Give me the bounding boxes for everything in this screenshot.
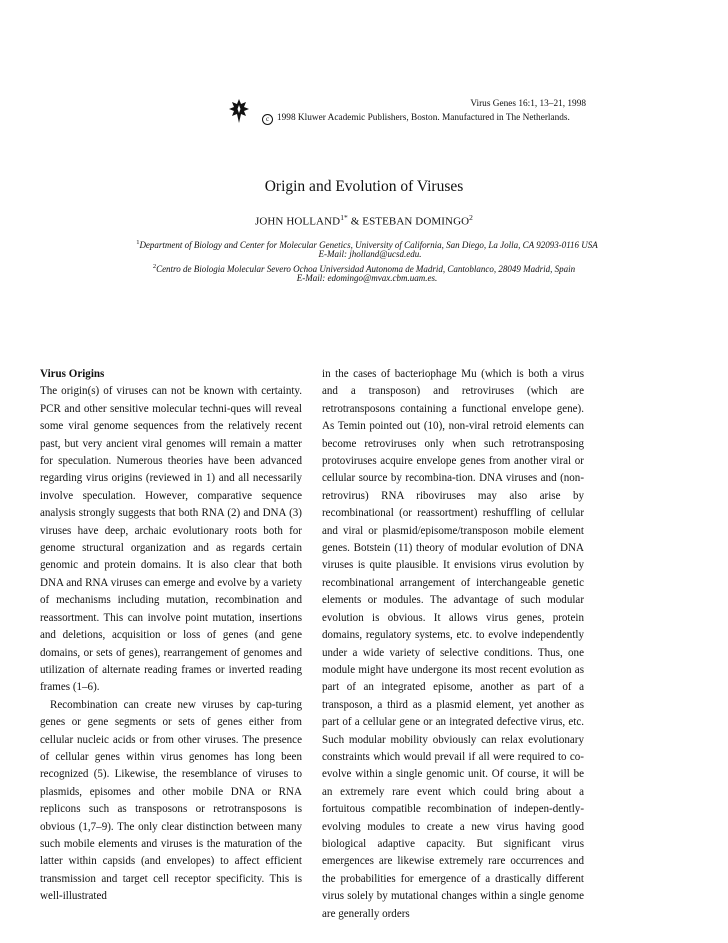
affiliation-superscript: 2 xyxy=(152,263,157,270)
author-separator: & xyxy=(347,215,363,228)
section-heading: Virus Origins xyxy=(40,368,105,380)
email-1: E-Mail: jholland@ucsd.edu. xyxy=(318,249,422,259)
author-list xyxy=(0,213,728,228)
body-paragraph: The origin(s) of viruses can not be known with certainty. PCR and other sensitive molecular techni-ques will reveal some viral genome sequences from the relatively recent past, but very ancient viral genomes will remain a matter for speculation. Numerous theories have been advanced regarding virus origins (reviewed in 1) and all necessarily involve speculation. However, comparative sequence analysis strongly suggests that both RNA (2) and DNA (3) viruses have deep, archaic evolutionary roots both for genome structural organization and as regards certain genomic and protein domains. It is also clear that both DNA and RNA viruses can emerge and evolve by a variety of mechanisms including mutation, recombination and reassortment. This can involve point mutation, insertions and deletions, acquisition or loss of genes (and gene domains, or sets of genes), rearrangement of genomes and utilization of alternate reading frames or inverted reading frames (1–6). xyxy=(40,385,302,694)
author-name: ESTEBAN DOMINGO xyxy=(362,215,470,228)
author-superscript: 1* xyxy=(340,213,348,222)
email-2: E-Mail: edomingo@mvax.cbm.uam.es. xyxy=(296,273,438,283)
affiliation-text: Department of Biology and Center for Molecular Genetics, University of California, San Diego, La Jolla, CA 92093-0116 USA xyxy=(139,240,598,250)
author-name: JOHN HOLLAND xyxy=(254,215,341,228)
body-paragraph: in the cases of bacteriophage Mu (which is both a virus and a transposon) and retroviruses (which are retrotransposons containing a functional envelope gene). As Temin pointed out (10), non-viral retroid elements can become retroviruses only when such retrotransposing protoviruses acquire envelope genes from another viral or cellular source by recombina-tion. DNA viruses and (non-retrovirus) RNA riboviruses may also arise by recombinational (or reassortment) reshuffling of cellular and viral or plasmid/episome/transposon mobile element genes. Botstein (11) theory of modular evolution of DNA viruses is quite plausible. It envisions virus evolution by recombinational arrangement of interchangeable genetic elements or modules. The advantage of such modular evolution is obvious. It allows virus genes, protein domains, regulatory systems, etc. to evolve independently under a wide variety of selective conditions. Thus, one module might have undergone its most recent evolution as part of an integrated episome, another as part of a transposon, a third as a plasmid element, yet another as part of a cellular gene or an integrated defective virus, etc. Such modular mobility obviously can relax evolutionary constraints which would prevail if all were required to co-evolve within a single genomic unit. Of course, it will be an extremely rare event which could bring about a fortuitous compatible recombination of indepen-dently-evolving modules to create a new virus having good biological adaptive capacity. But significant virus emergences are likewise extremely rare occurrences and the probabilities for emergence of a drastically different virus solely by mutational changes within a single genome are generally orders xyxy=(322,368,584,920)
body-column-right xyxy=(322,366,584,923)
copyright-icon: c xyxy=(262,114,273,125)
publisher-line xyxy=(262,113,570,125)
author-superscript: 2 xyxy=(469,213,474,222)
affiliation-superscript: 1 xyxy=(136,239,140,246)
paper-title: Origin and Evolution of Viruses xyxy=(264,178,464,195)
affiliation-text: Centro de Biologia Molecular Severo Ochoa Universidad Autonoma de Madrid, Cantoblanco, 28049 Madrid, Spain xyxy=(156,264,576,274)
body-column-left xyxy=(40,366,302,906)
publisher-text: 1998 Kluwer Academic Publishers, Boston. Manufactured in The Netherlands. xyxy=(277,113,570,123)
journal-citation: Virus Genes 16:1, 13–21, 1998 xyxy=(470,99,586,109)
body-paragraph: Recombination can create new viruses by cap-turing genes or gene segments or sets of genes either from cellular nucleic acids or from other viruses. The presence of cellular genes within virus genomes has long been recognized (5). Likewise, the resemblance of viruses to plasmids, episomes and other mobile DNA or RNA replicons such as transposons or retrotransposons is obvious (1,7–9). The only clear distinction between many such mobile elements and viruses is the maturation of the latter within capsids (and envelopes) to affect efficient transmission and target cell receptor specificity. This is well-illustrated xyxy=(40,698,302,903)
kluwer-logo-icon xyxy=(228,98,250,124)
